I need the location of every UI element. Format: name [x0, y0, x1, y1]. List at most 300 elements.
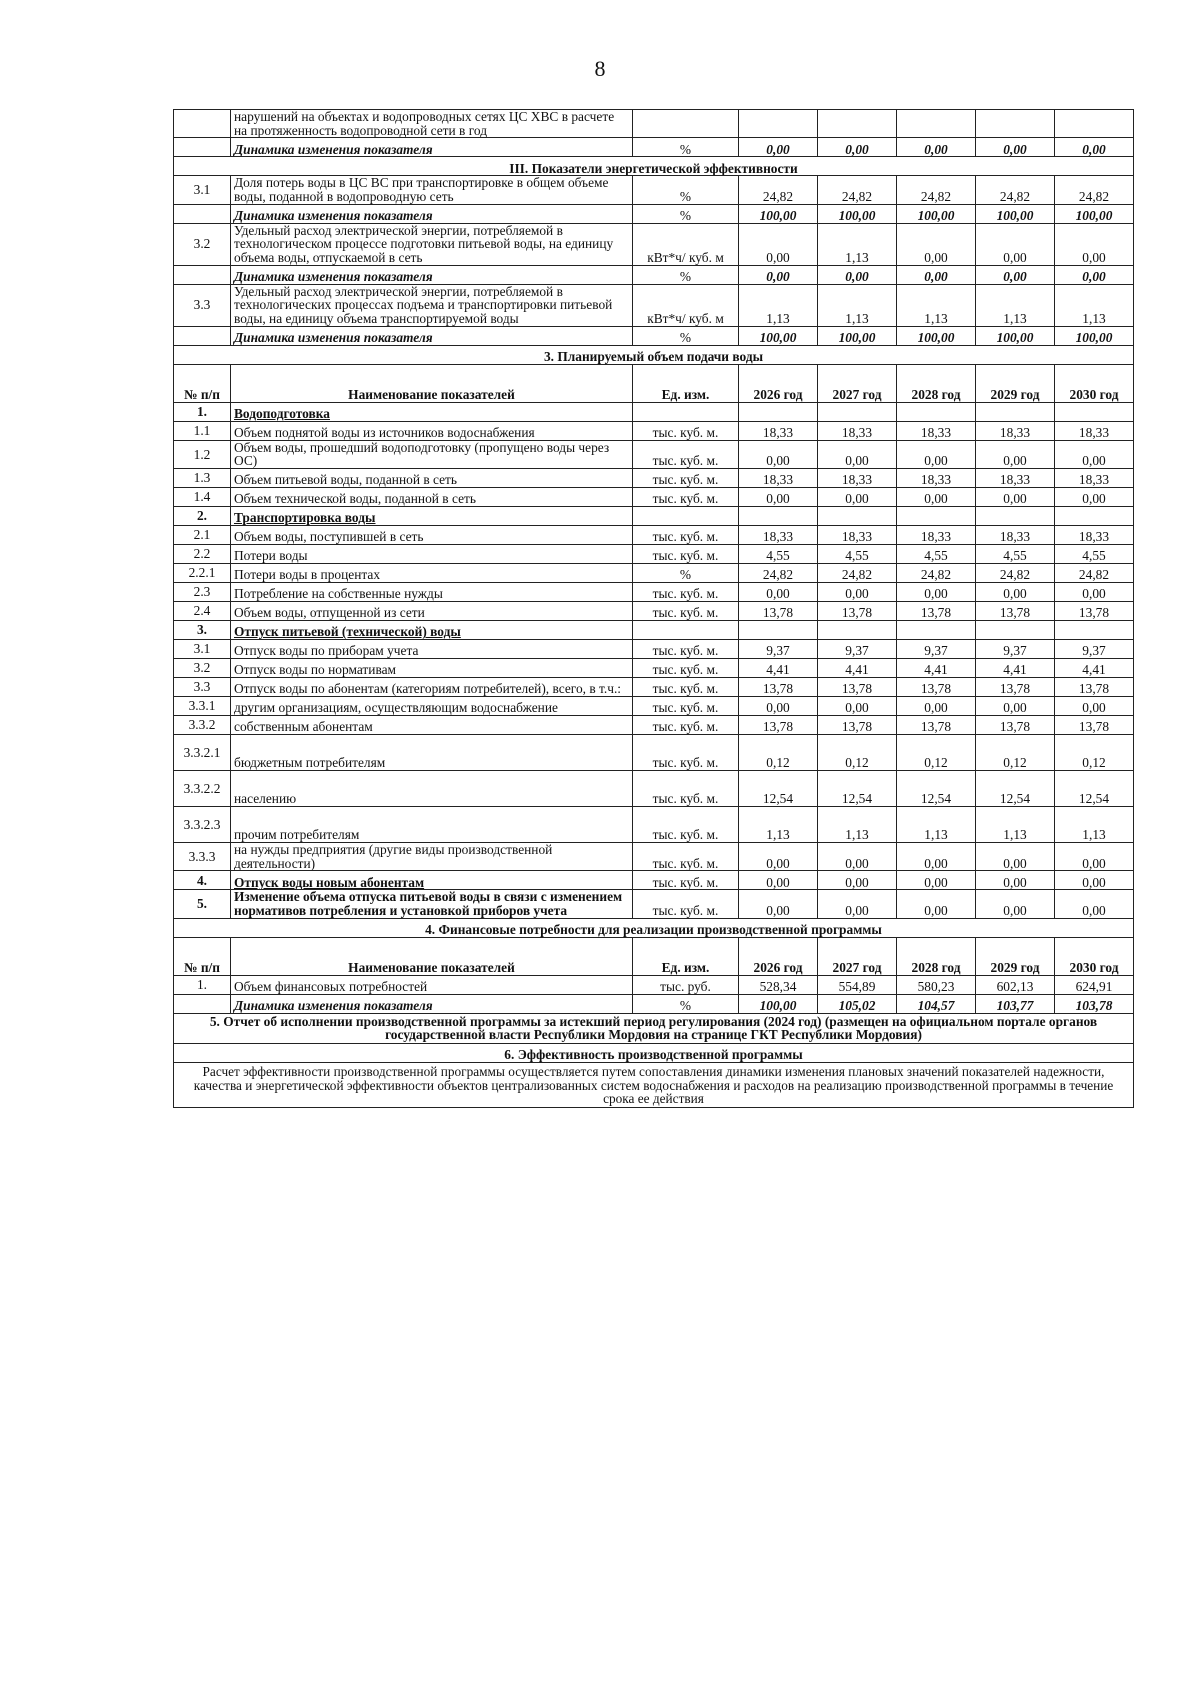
row-unit: тыс. куб. м. — [633, 716, 739, 735]
row-value: 602,13 — [976, 975, 1055, 994]
header-year-2028: 2028 год — [897, 364, 976, 402]
row-value: 0,00 — [1055, 223, 1134, 265]
table-row — [174, 621, 1134, 640]
row-unit: тыс. руб. — [633, 975, 739, 994]
row-value: 12,54 — [976, 771, 1055, 807]
row-value: 13,78 — [739, 678, 818, 697]
table-row — [174, 488, 1134, 507]
row-unit — [633, 507, 739, 526]
table-row — [174, 871, 1134, 890]
row-value: 0,00 — [739, 138, 818, 157]
header-unit: Ед. изм. — [633, 364, 739, 402]
row-value: 0,00 — [818, 488, 897, 507]
row-value: 0,00 — [1055, 265, 1134, 284]
row-number: 3.3.1 — [174, 697, 231, 716]
row-value: 0,00 — [897, 440, 976, 468]
row-value: 24,82 — [818, 176, 897, 204]
row-value: 4,55 — [818, 545, 897, 564]
row-number: 2.3 — [174, 583, 231, 602]
table-row — [174, 771, 1134, 807]
row-value: 100,00 — [976, 326, 1055, 345]
row-name: другим организациям, осуществляющим водоснабжение — [231, 697, 633, 716]
row-unit: тыс. куб. м. — [633, 807, 739, 843]
row-value: 18,33 — [976, 469, 1055, 488]
header-year-2029: 2029 год — [976, 937, 1055, 975]
row-value: 18,33 — [897, 469, 976, 488]
row-value: 100,00 — [739, 326, 818, 345]
row-name: Отпуск воды по приборам учета — [231, 640, 633, 659]
row-name: нарушений на объектах и водопроводных сетях ЦС ХВС в расчете на протяженность водопроводной сети в год — [231, 110, 633, 138]
row-number: 2.2.1 — [174, 564, 231, 583]
row-value: 0,12 — [976, 735, 1055, 771]
row-name: Водоподготовка — [231, 402, 633, 421]
row-unit: % — [633, 204, 739, 223]
row-number: 1. — [174, 975, 231, 994]
header-year-2030: 2030 год — [1055, 364, 1134, 402]
row-value: 0,00 — [739, 265, 818, 284]
row-value: 0,00 — [739, 843, 818, 871]
row-value: 0,00 — [976, 488, 1055, 507]
row-value: 0,00 — [976, 843, 1055, 871]
table-row — [174, 678, 1134, 697]
row-value: 12,54 — [739, 771, 818, 807]
row-value: 0,00 — [1055, 843, 1134, 871]
supply-rows-group — [174, 402, 1134, 918]
row-name: бюджетным потребителям — [231, 735, 633, 771]
row-value: 0,00 — [976, 697, 1055, 716]
row-number: 3.3.2.1 — [174, 735, 231, 771]
row-value: 9,37 — [976, 640, 1055, 659]
row-name: Динамика изменения показателя — [231, 326, 633, 345]
row-number: 1.1 — [174, 421, 231, 440]
efficiency-text: Расчет эффективности производственной программы осуществляется путем сопоставления динамики изменения плановых значений показателей надежности, качества и энергетической эффективности объектов централизованных систем водоснабжения и расходов на реализацию производственной программы в течение срока ее действия — [174, 1063, 1134, 1108]
row-name: Объем финансовых потребностей — [231, 975, 633, 994]
row-number: 3.1 — [174, 640, 231, 659]
row-number: 1.3 — [174, 469, 231, 488]
row-value: 13,78 — [897, 678, 976, 697]
row-unit: тыс. куб. м. — [633, 602, 739, 621]
row-number: 3.3.3 — [174, 843, 231, 871]
table-row — [174, 640, 1134, 659]
row-value: 104,57 — [897, 994, 976, 1013]
row-unit: кВт*ч/ куб. м — [633, 284, 739, 326]
table-row — [174, 223, 1134, 265]
row-value: 100,00 — [976, 204, 1055, 223]
row-unit: % — [633, 994, 739, 1013]
table-row — [174, 564, 1134, 583]
row-value: 100,00 — [1055, 326, 1134, 345]
table-row — [174, 994, 1134, 1013]
table-row — [174, 507, 1134, 526]
table-row — [174, 807, 1134, 843]
row-value: 18,33 — [1055, 526, 1134, 545]
indicators-table — [173, 109, 1134, 1108]
row-number: 2.2 — [174, 545, 231, 564]
table-row — [174, 735, 1134, 771]
row-value: 1,13 — [818, 807, 897, 843]
row-value: 0,00 — [818, 697, 897, 716]
row-name: Динамика изменения показателя — [231, 994, 633, 1013]
row-unit: тыс. куб. м. — [633, 526, 739, 545]
section-title-supply: 3. Планируемый объем подачи воды — [174, 345, 1134, 364]
row-number: 5. — [174, 890, 231, 918]
table-row — [174, 138, 1134, 157]
table-row — [174, 545, 1134, 564]
header-year-2027: 2027 год — [818, 364, 897, 402]
row-value: 12,54 — [897, 771, 976, 807]
row-value: 0,00 — [818, 890, 897, 918]
row-value: 0,00 — [897, 138, 976, 157]
row-name: Динамика изменения показателя — [231, 138, 633, 157]
row-unit: тыс. куб. м. — [633, 469, 739, 488]
row-number: 3.3.2.3 — [174, 807, 231, 843]
section-title-efficiency: 6. Эффективность производственной программы — [174, 1044, 1134, 1063]
row-value: 100,00 — [818, 204, 897, 223]
row-number: 3.3 — [174, 284, 231, 326]
row-unit: тыс. куб. м. — [633, 771, 739, 807]
row-name: населению — [231, 771, 633, 807]
row-value: 0,00 — [976, 583, 1055, 602]
table-row — [174, 402, 1134, 421]
row-value — [818, 402, 897, 421]
section-supply — [174, 345, 1134, 402]
header-num: № п/п — [174, 937, 231, 975]
row-name: Потери воды в процентах — [231, 564, 633, 583]
header-name: Наименование показателей — [231, 937, 633, 975]
row-number — [174, 265, 231, 284]
row-value: 13,78 — [897, 716, 976, 735]
row-value: 1,13 — [1055, 284, 1134, 326]
table-row — [174, 204, 1134, 223]
row-value: 0,12 — [818, 735, 897, 771]
row-value: 18,33 — [739, 526, 818, 545]
row-value: 13,78 — [739, 602, 818, 621]
row-value: 0,00 — [818, 138, 897, 157]
row-number — [174, 994, 231, 1013]
row-value: 9,37 — [897, 640, 976, 659]
row-value: 0,00 — [1055, 697, 1134, 716]
row-number: 1. — [174, 402, 231, 421]
section-report — [174, 1013, 1134, 1107]
row-value: 0,00 — [897, 890, 976, 918]
row-unit: тыс. куб. м. — [633, 871, 739, 890]
row-unit: тыс. куб. м. — [633, 890, 739, 918]
row-value: 9,37 — [1055, 640, 1134, 659]
header-year-2029: 2029 год — [976, 364, 1055, 402]
row-value: 100,00 — [818, 326, 897, 345]
table-row — [174, 440, 1134, 468]
row-name: Отпуск воды по абонентам (категориям потребителей), всего, в т.ч.: — [231, 678, 633, 697]
row-unit: % — [633, 326, 739, 345]
row-value: 9,37 — [818, 640, 897, 659]
row-value: 0,00 — [1055, 890, 1134, 918]
row-value: 24,82 — [1055, 564, 1134, 583]
row-value: 4,55 — [739, 545, 818, 564]
row-value: 0,00 — [739, 583, 818, 602]
row-value: 1,13 — [897, 807, 976, 843]
row-name: Потери воды — [231, 545, 633, 564]
row-value: 24,82 — [739, 564, 818, 583]
row-value: 0,00 — [976, 871, 1055, 890]
page-number: 8 — [594, 56, 606, 81]
row-value: 0,00 — [976, 440, 1055, 468]
row-value: 1,13 — [976, 284, 1055, 326]
row-value: 0,12 — [897, 735, 976, 771]
row-value: 4,41 — [739, 659, 818, 678]
section-title-energy: III. Показатели энергетической эффективности — [174, 157, 1134, 176]
row-value — [739, 621, 818, 640]
row-unit — [633, 621, 739, 640]
row-value: 13,78 — [897, 602, 976, 621]
row-value — [897, 507, 976, 526]
row-value: 24,82 — [897, 176, 976, 204]
row-value: 0,00 — [818, 440, 897, 468]
row-value — [976, 621, 1055, 640]
row-value — [897, 402, 976, 421]
row-value: 13,78 — [1055, 716, 1134, 735]
row-value: 103,77 — [976, 994, 1055, 1013]
section-finance — [174, 918, 1134, 975]
row-unit: тыс. куб. м. — [633, 659, 739, 678]
top-rows-group — [174, 110, 1134, 157]
row-value: 0,00 — [739, 697, 818, 716]
table-row — [174, 421, 1134, 440]
row-value: 0,00 — [897, 583, 976, 602]
energy-rows-group — [174, 176, 1134, 345]
row-unit: тыс. куб. м. — [633, 421, 739, 440]
row-value: 0,00 — [739, 488, 818, 507]
row-name: Удельный расход электрической энергии, потребляемой в технологических процессах подъема и транспортировки питьевой воды, на единицу объема транспортируемой воды — [231, 284, 633, 326]
row-value: 13,78 — [976, 602, 1055, 621]
row-name: Объем поднятой воды из источников водоснабжения — [231, 421, 633, 440]
row-value: 24,82 — [818, 564, 897, 583]
row-value: 13,78 — [818, 716, 897, 735]
row-value — [976, 110, 1055, 138]
row-value: 18,33 — [897, 526, 976, 545]
row-value: 18,33 — [976, 421, 1055, 440]
row-value: 624,91 — [1055, 975, 1134, 994]
row-unit: тыс. куб. м. — [633, 843, 739, 871]
row-value: 24,82 — [897, 564, 976, 583]
row-value: 18,33 — [818, 526, 897, 545]
row-unit: тыс. куб. м. — [633, 697, 739, 716]
table-row — [174, 583, 1134, 602]
row-value: 18,33 — [818, 469, 897, 488]
row-value: 13,78 — [818, 602, 897, 621]
header-year-2026: 2026 год — [739, 364, 818, 402]
row-value: 554,89 — [818, 975, 897, 994]
row-value: 0,00 — [897, 488, 976, 507]
row-name: Отпуск питьевой (технической) воды — [231, 621, 633, 640]
table-row — [174, 975, 1134, 994]
row-number — [174, 326, 231, 345]
table-row — [174, 469, 1134, 488]
row-unit: % — [633, 176, 739, 204]
row-value: 0,00 — [897, 871, 976, 890]
header-unit: Ед. изм. — [633, 937, 739, 975]
row-value: 0,00 — [739, 440, 818, 468]
row-value: 1,13 — [976, 807, 1055, 843]
row-value: 24,82 — [976, 176, 1055, 204]
row-value — [818, 621, 897, 640]
row-number: 3.2 — [174, 223, 231, 265]
table-row — [174, 716, 1134, 735]
row-value: 105,02 — [818, 994, 897, 1013]
row-value: 4,41 — [1055, 659, 1134, 678]
row-value: 1,13 — [818, 223, 897, 265]
row-value: 12,54 — [1055, 771, 1134, 807]
row-value: 100,00 — [897, 204, 976, 223]
row-value: 12,54 — [818, 771, 897, 807]
row-value: 0,00 — [897, 265, 976, 284]
row-value: 0,00 — [1055, 488, 1134, 507]
row-name: на нужды предприятия (другие виды производственной деятельности) — [231, 843, 633, 871]
row-value — [897, 621, 976, 640]
row-unit: тыс. куб. м. — [633, 678, 739, 697]
row-unit: тыс. куб. м. — [633, 640, 739, 659]
row-number — [174, 110, 231, 138]
row-unit: % — [633, 564, 739, 583]
row-unit — [633, 402, 739, 421]
row-value: 4,41 — [897, 659, 976, 678]
row-value: 0,00 — [976, 138, 1055, 157]
row-value: 0,00 — [739, 223, 818, 265]
header-num: № п/п — [174, 364, 231, 402]
row-value: 0,00 — [897, 697, 976, 716]
row-unit: тыс. куб. м. — [633, 440, 739, 468]
row-name: Объем воды, прошедший водоподготовку (пропущено воды через ОС) — [231, 440, 633, 468]
row-number: 2.4 — [174, 602, 231, 621]
row-value: 13,78 — [818, 678, 897, 697]
row-name: Изменение объема отпуска питьевой воды в связи с изменением нормативов потребления и установкой приборов учета — [231, 890, 633, 918]
table-row — [174, 284, 1134, 326]
row-value: 0,00 — [1055, 440, 1134, 468]
table-row — [174, 602, 1134, 621]
row-value: 9,37 — [739, 640, 818, 659]
row-value — [739, 110, 818, 138]
row-unit: тыс. куб. м. — [633, 488, 739, 507]
row-name: собственным абонентам — [231, 716, 633, 735]
row-value: 13,78 — [1055, 602, 1134, 621]
row-value: 18,33 — [739, 421, 818, 440]
row-value: 0,00 — [739, 890, 818, 918]
row-name: Отпуск воды по нормативам — [231, 659, 633, 678]
row-value: 0,12 — [1055, 735, 1134, 771]
row-value: 24,82 — [1055, 176, 1134, 204]
row-unit: % — [633, 265, 739, 284]
section-title-report: 5. Отчет об исполнении производственной программы за истекший период регулирования (2024 год) (размещен на официальном портале органов государственной власти Республики Мордовия на странице ГКТ Республики Мордовия) — [174, 1013, 1134, 1043]
row-value: 103,78 — [1055, 994, 1134, 1013]
row-name: Отпуск воды новым абонентам — [231, 871, 633, 890]
table-row — [174, 526, 1134, 545]
row-number: 4. — [174, 871, 231, 890]
row-value — [739, 507, 818, 526]
row-value: 1,13 — [818, 284, 897, 326]
row-value: 18,33 — [818, 421, 897, 440]
row-value: 13,78 — [976, 678, 1055, 697]
row-value — [818, 110, 897, 138]
row-value: 24,82 — [976, 564, 1055, 583]
row-number: 3.3 — [174, 678, 231, 697]
row-number — [174, 204, 231, 223]
table-row — [174, 326, 1134, 345]
row-unit: % — [633, 138, 739, 157]
row-value — [1055, 507, 1134, 526]
row-value — [976, 402, 1055, 421]
row-value: 18,33 — [976, 526, 1055, 545]
row-value — [818, 507, 897, 526]
row-value: 100,00 — [739, 994, 818, 1013]
row-value: 0,00 — [976, 223, 1055, 265]
section-title-finance: 4. Финансовые потребности для реализации производственной программы — [174, 918, 1134, 937]
row-value: 24,82 — [739, 176, 818, 204]
row-unit — [633, 110, 739, 138]
row-number: 1.2 — [174, 440, 231, 468]
table-row — [174, 890, 1134, 918]
row-value: 4,41 — [818, 659, 897, 678]
row-value: 580,23 — [897, 975, 976, 994]
header-year-2028: 2028 год — [897, 937, 976, 975]
table-row — [174, 843, 1134, 871]
row-value: 0,00 — [818, 871, 897, 890]
row-value — [1055, 110, 1134, 138]
table-row — [174, 265, 1134, 284]
row-value: 4,55 — [1055, 545, 1134, 564]
row-value: 0,00 — [1055, 138, 1134, 157]
row-name: Доля потерь воды в ЦС ВС при транспортировке в общем объеме воды, поданной в водопроводную сеть — [231, 176, 633, 204]
row-value: 13,78 — [1055, 678, 1134, 697]
row-value: 0,12 — [739, 735, 818, 771]
row-number: 3.3.2.2 — [174, 771, 231, 807]
row-value — [976, 507, 1055, 526]
row-value: 0,00 — [739, 871, 818, 890]
row-name: Динамика изменения показателя — [231, 265, 633, 284]
row-value: 13,78 — [976, 716, 1055, 735]
row-value: 528,34 — [739, 975, 818, 994]
row-value: 0,00 — [897, 843, 976, 871]
row-number — [174, 138, 231, 157]
row-value: 18,33 — [739, 469, 818, 488]
row-number: 2. — [174, 507, 231, 526]
row-value: 0,00 — [818, 843, 897, 871]
row-value: 1,13 — [739, 807, 818, 843]
row-name: Объем технической воды, поданной в сеть — [231, 488, 633, 507]
header-name: Наименование показателей — [231, 364, 633, 402]
row-name: Динамика изменения показателя — [231, 204, 633, 223]
row-value: 18,33 — [1055, 421, 1134, 440]
row-value: 0,00 — [818, 583, 897, 602]
row-value: 0,00 — [976, 890, 1055, 918]
row-value — [897, 110, 976, 138]
table-row — [174, 697, 1134, 716]
row-name: Объем воды, поступившей в сеть — [231, 526, 633, 545]
row-value: 100,00 — [1055, 204, 1134, 223]
row-name: Объем воды, отпущенной из сети — [231, 602, 633, 621]
row-unit: кВт*ч/ куб. м — [633, 223, 739, 265]
finance-rows-group — [174, 975, 1134, 1013]
row-number: 1.4 — [174, 488, 231, 507]
row-value: 0,00 — [976, 265, 1055, 284]
row-number: 3.2 — [174, 659, 231, 678]
row-value — [739, 402, 818, 421]
row-value: 4,41 — [976, 659, 1055, 678]
row-value: 18,33 — [897, 421, 976, 440]
header-year-2027: 2027 год — [818, 937, 897, 975]
row-value: 100,00 — [739, 204, 818, 223]
row-number: 3.1 — [174, 176, 231, 204]
row-value: 0,00 — [1055, 871, 1134, 890]
row-value: 0,00 — [818, 265, 897, 284]
